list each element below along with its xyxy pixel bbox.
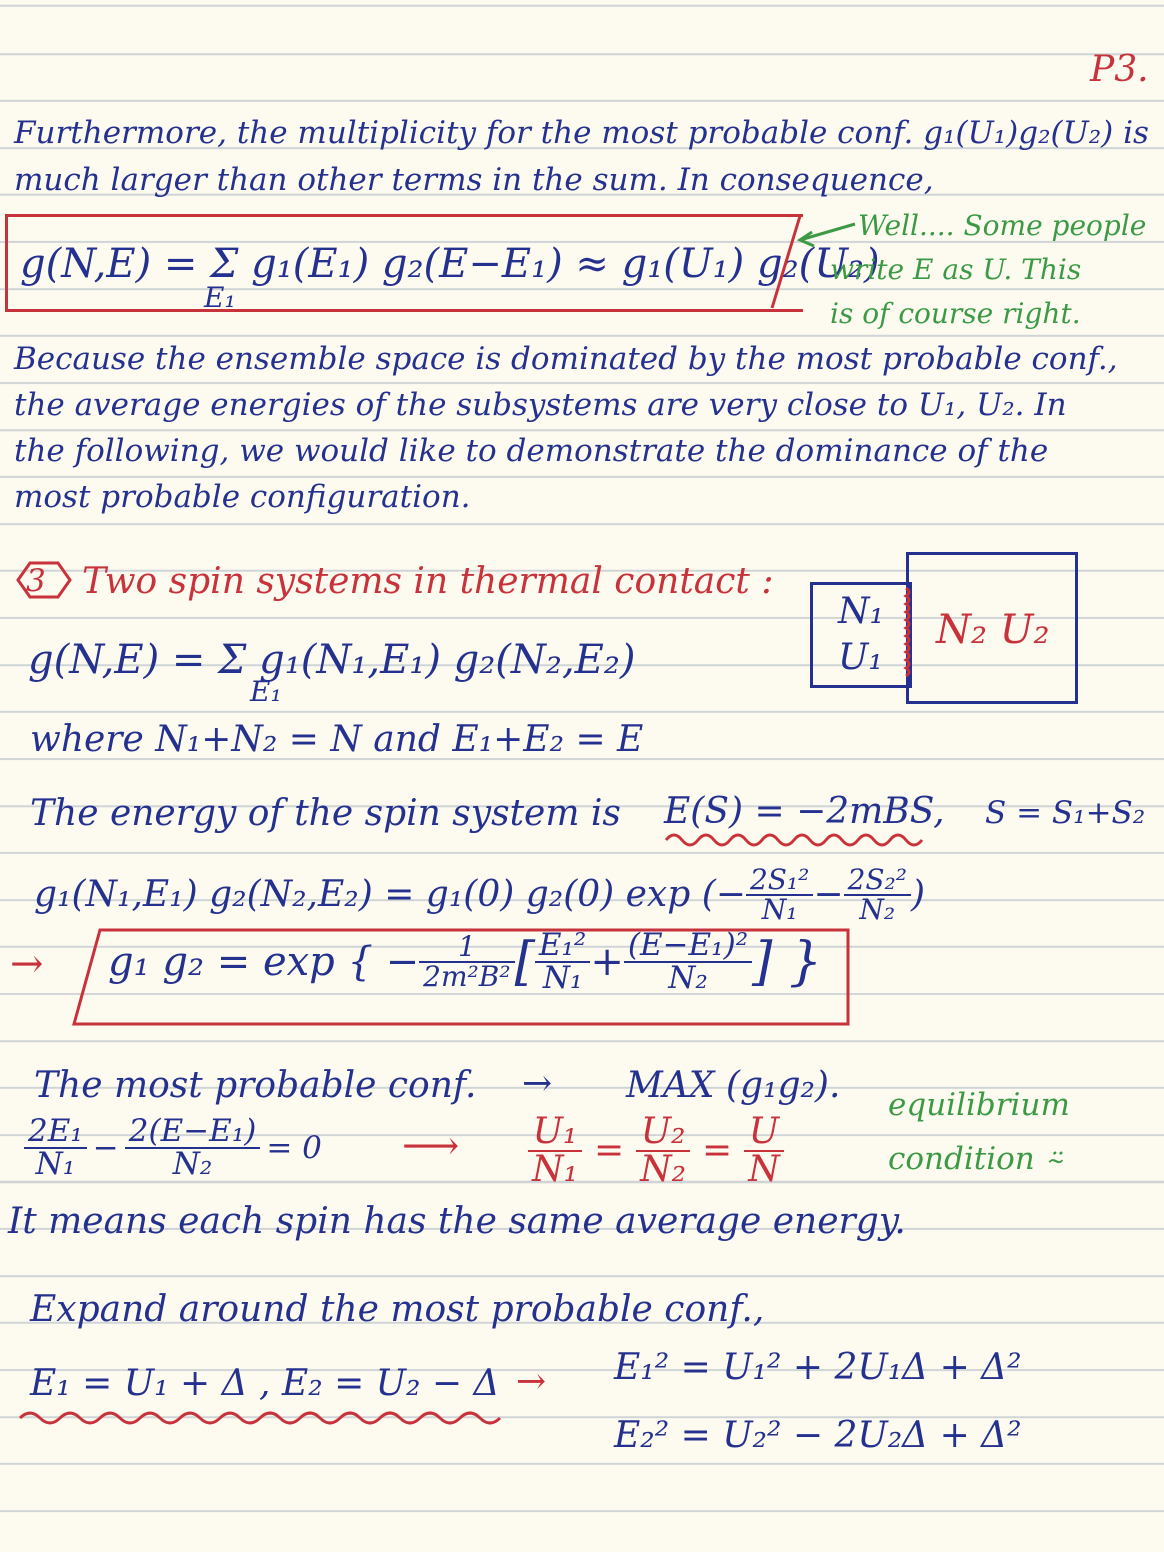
max-expression: MAX (g₁g₂). bbox=[626, 1065, 841, 1106]
eq4-left: g₁ g₂ = exp { − bbox=[108, 939, 420, 985]
most-probable-text: The most probable conf. bbox=[34, 1065, 477, 1106]
deriv-equals-zero: = 0 bbox=[266, 1129, 322, 1166]
side-note-pointer bbox=[800, 224, 855, 240]
section-title: Two spin systems in thermal contact : bbox=[82, 561, 774, 602]
box-1-slant-edge bbox=[772, 216, 800, 308]
eq4-bracket-open: [ bbox=[514, 932, 535, 992]
spin-sum: S = S₁+S₂ bbox=[985, 795, 1146, 831]
energy-formula: E(S) = −2mBS, bbox=[664, 791, 945, 832]
section-number: 3 bbox=[26, 563, 46, 599]
sum-subscript-1: E₁ bbox=[204, 281, 236, 314]
eq4-prefactor: $\frac{1}{\text{2m²B²}}$ bbox=[419, 933, 514, 991]
expansion-underline bbox=[20, 1413, 500, 1423]
derivative-arrow: ⟶ bbox=[402, 1123, 460, 1169]
side-note-line-3: is of course right. bbox=[830, 297, 1081, 330]
equation-box-2 bbox=[74, 930, 848, 1024]
expand-line: Expand around the most probable conf., bbox=[30, 1289, 765, 1330]
energy-text: The energy of the spin system is bbox=[30, 793, 621, 834]
sum-subscript-2: E₁ bbox=[250, 675, 282, 708]
ratio-eq-1: = bbox=[593, 1130, 625, 1171]
ratio-1: $\frac{\text{U₁}}{\text{N₁}}$ bbox=[528, 1114, 582, 1188]
eq3-close: ) bbox=[911, 874, 926, 915]
ratio-2: $\frac{\text{U₂}}{\text{N₂}}$ bbox=[636, 1114, 690, 1188]
eq4-fraction-1: $\frac{\text{E₁²}}{\text{N₁}}$ bbox=[535, 930, 590, 994]
equilibrium-line-1: equilibrium bbox=[888, 1087, 1070, 1123]
ratio-eq-2: = bbox=[702, 1130, 733, 1171]
deriv-fraction-2: $\frac{\text{2(E−E₁)}}{\text{N₂}}$ bbox=[125, 1116, 261, 1180]
paragraph-line-2: the average energies of the subsystems are very close to U₁, U₂. In bbox=[14, 387, 1067, 423]
ratio-3: $\frac{U}{N}$ bbox=[744, 1114, 784, 1188]
subsystem-1-u: U₁ bbox=[838, 637, 883, 678]
expansion-right-2: E₂² = U₂² − 2U₂Δ + Δ² bbox=[614, 1415, 1022, 1456]
deriv-fraction-1: $\frac{\text{2E₁}}{\text{N₁}}$ bbox=[24, 1116, 87, 1180]
subsystem-1-n: N₁ bbox=[838, 591, 884, 632]
eq4-arrow: → bbox=[10, 941, 44, 987]
subsystem-2-label: N₂ U₂ bbox=[936, 607, 1050, 653]
energy-formula-underline bbox=[666, 835, 922, 845]
thermal-contact-wall bbox=[906, 588, 909, 676]
paragraph-line-1: Because the ensemble space is dominated by the most probable conf., bbox=[14, 341, 1118, 377]
page-number: P3. bbox=[1090, 49, 1149, 90]
side-note-line-2: write E as U. This bbox=[830, 253, 1082, 286]
means-line: It means each spin has the same average energy. bbox=[8, 1201, 906, 1242]
intro-line-1: Furthermore, the multiplicity for the most probable conf. g₁(U₁)g₂(U₂) is bbox=[14, 115, 1149, 151]
most-probable-arrow: → bbox=[522, 1063, 553, 1104]
where-line: where N₁+N₂ = N and E₁+E₂ = E bbox=[30, 719, 644, 760]
equilibrium-line-2: condition ⍨ bbox=[888, 1141, 1064, 1177]
side-note-line-1: Well.... Some people bbox=[858, 209, 1147, 242]
equation-2: g(N,E) = Σ g₁(N₁,E₁) g₂(N₂,E₂) bbox=[28, 637, 636, 683]
boxed-equation-1: g(N,E) = Σ g₁(E₁) g₂(E−E₁) ≈ g₁(U₁) g₂(U₂) bbox=[20, 241, 880, 287]
eq3-fraction-1: $\frac{\text{2S₁²}}{\text{N₁}}$ bbox=[746, 866, 813, 924]
paragraph-line-3: the following, we would like to demonstrate the dominance of the bbox=[14, 433, 1049, 469]
eq4-plus: + bbox=[590, 939, 624, 985]
eq4-fraction-2: $\frac{\text{(E−E₁)²}}{\text{N₂}}$ bbox=[624, 930, 752, 994]
eq3-fraction-2: $\frac{\text{2S₂²}}{\text{N₂}}$ bbox=[844, 866, 911, 924]
section-number-hexagon bbox=[18, 563, 70, 597]
expansion-left: E₁ = U₁ + Δ , E₂ = U₂ − Δ bbox=[30, 1363, 500, 1404]
expansion-arrow: → bbox=[516, 1361, 547, 1402]
eq3-minus: − bbox=[813, 874, 844, 915]
intro-line-2: much larger than other terms in the sum. In consequence, bbox=[14, 162, 934, 198]
paragraph-line-4: most probable configuration. bbox=[14, 479, 471, 515]
eq4-bracket-close: ] } bbox=[752, 932, 823, 992]
deriv-minus: − bbox=[92, 1129, 119, 1166]
eq3-left: g₁(N₁,E₁) g₂(N₂,E₂) = g₁(0) g₂(0) exp (− bbox=[34, 874, 746, 915]
expansion-right-1: E₁² = U₁² + 2U₁Δ + Δ² bbox=[614, 1347, 1022, 1388]
